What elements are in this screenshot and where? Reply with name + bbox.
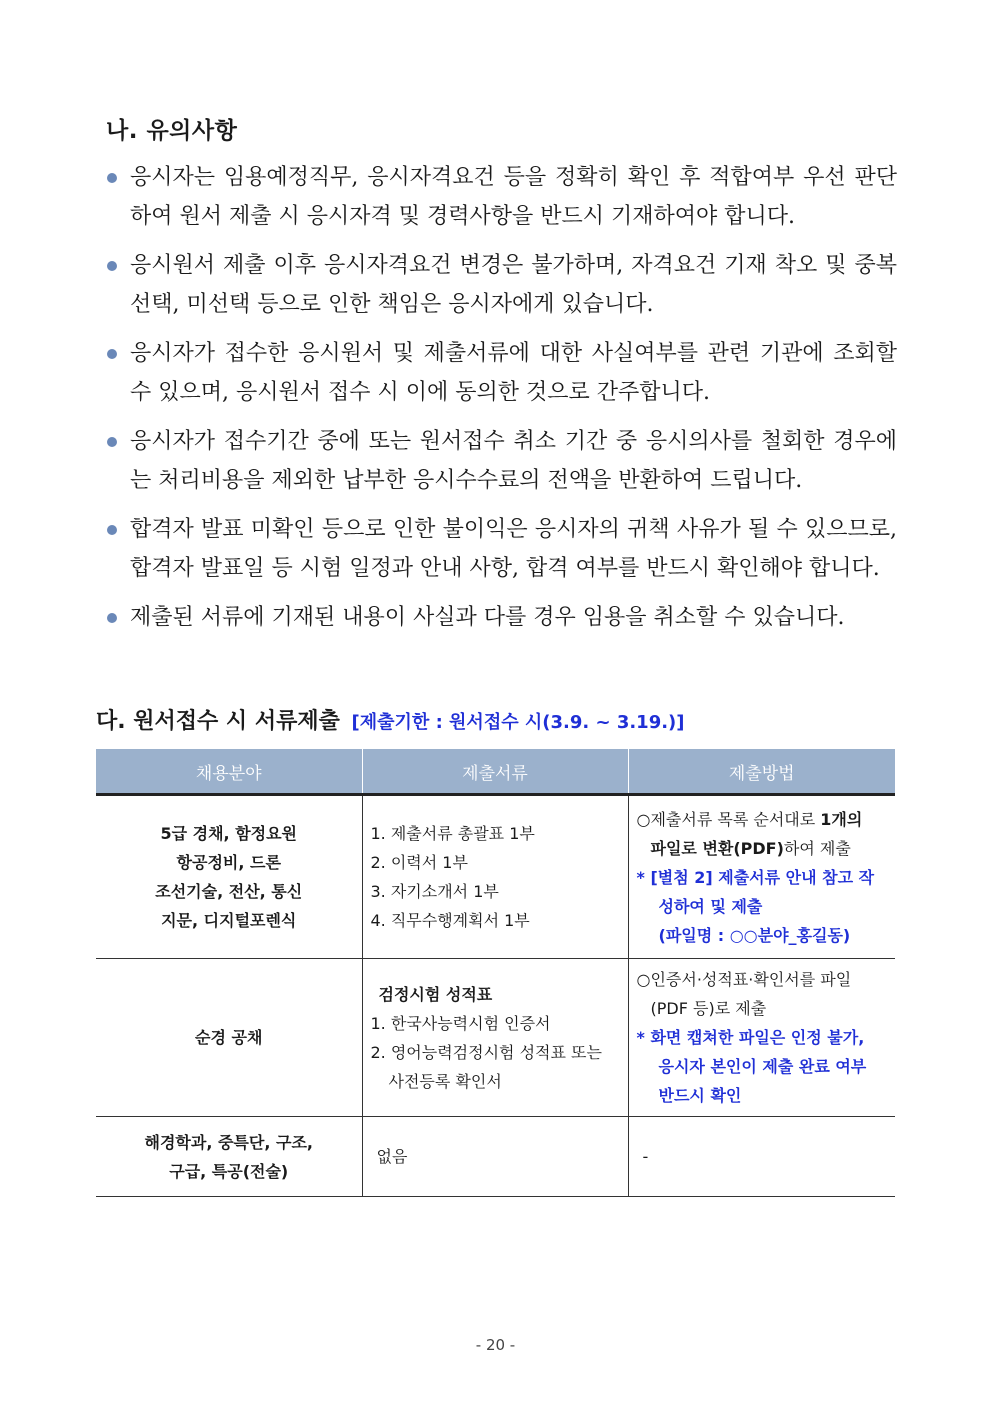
table-header-row [96,749,895,795]
caution-item [107,510,897,588]
documents-table [96,749,895,1197]
caution-item [107,158,897,236]
caution-item [107,334,897,412]
method-note: * [별첨 2] 제출서류 안내 참고 작 [636,867,875,887]
category-cell [96,1117,362,1197]
document-item: 1. 제출서류 총괄표 1부 [370,824,535,843]
bullet-dot-icon [107,525,117,535]
header-field: 채용분야 [96,749,362,795]
caution-item [107,422,897,500]
table-row [96,959,895,1117]
caution-text: 제출된 서류에 기재된 내용이 사실과 다를 경우 임용을 취소할 수 있습니다. [130,605,845,630]
method-text-bold: 1개의 [820,809,863,829]
document-item: 2. 영어능력검정시험 성적표 또는 [370,1042,602,1062]
bullet-dot-icon [107,261,117,271]
caution-item [107,246,897,324]
header-method: 제출방법 [628,749,895,795]
method-main [637,805,890,834]
method-text: ○인증서·성적표·확인서를 파일 [636,970,852,989]
bullet-dot-icon [107,437,117,447]
method-text-bold: 파일로 변환(PDF) [650,838,784,858]
bullet-dot-icon [107,613,117,623]
method-note: * 화면 캡쳐한 파일은 인정 불가, [636,1028,865,1047]
caution-text: 응시자가 접수기간 중에 또는 원서접수 취소 기간 중 응시의사를 철회한 경우에는 처리비용을 제외한 납부한 응시수수료의 전액을 반환하여 드립니다. [130,429,897,493]
method-note: (파일명 : ○○분야_홍길동) [658,925,851,945]
section-heading-documents [96,704,685,735]
table-row [96,795,895,959]
bullet-dot-icon [107,173,117,183]
category-cell [96,795,362,959]
category-line: 조선기술, 전산, 통신 [155,882,303,901]
header-documents: 제출서류 [362,749,628,795]
documents-cell: 없음 [362,1117,628,1197]
category-line: 순경 공채 [195,1028,263,1047]
caution-text: 합격자 발표 미확인 등으로 인한 불이익은 응시자의 귀책 사유가 될 수 있으므로, 합격자 발표일 등 시험 일정과 안내 사항, 합격 여부를 반드시 확인해야 합니다. [130,517,898,581]
method-text: (PDF 등)로 제출 [650,999,767,1018]
method-cell [628,795,895,959]
document-item: 1. 한국사능력시험 인증서 [370,1013,551,1033]
deadline-note: [제출기한 : 원서접수 시(3.9. ~ 3.19.)] [351,712,685,733]
method-main [637,834,890,863]
section-heading-cautions: 나. 유의사항 [106,118,238,144]
method-note: 성하여 및 제출 [658,896,763,916]
document-item: 3. 자기소개서 1부 [370,882,499,901]
page-number: - 20 - [475,1336,516,1354]
category-line: 구급, 특공(전술) [169,1161,289,1181]
caution-text: 응시원서 제출 이후 응시자격요건 변경은 불가하며, 자격요건 기재 착오 및 중복선택, 미선택 등으로 인한 책임은 응시자에게 있습니다. [130,253,897,317]
cautions-list [107,158,897,647]
document-item: 사전등록 확인서 [388,1071,502,1091]
method-cell [628,959,895,1117]
method-text: ○제출서류 목록 순서대로 [636,809,821,829]
caution-item [107,598,897,637]
table-row [96,1117,895,1197]
category-line: 5급 경채, 함정요원 [160,824,298,843]
documents-cell [362,795,628,959]
method-text: 하여 제출 [783,838,851,858]
category-line: 지문, 디지털포렌식 [161,911,297,930]
method-note: 응시자 본인이 제출 완료 여부 [658,1057,867,1076]
documents-cell [362,959,628,1117]
method-note: 반드시 확인 [658,1086,742,1105]
category-line: 항공정비, 드론 [176,853,281,872]
caution-text: 응시자가 접수한 응시원서 및 제출서류에 대한 사실여부를 관련 기관에 조회할 수 있으며, 응시원서 접수 시 이에 동의한 것으로 간주합니다. [130,341,897,405]
document-item: 4. 직무수행계획서 1부 [370,911,530,930]
method-cell: - [628,1117,895,1197]
category-line: 해경학과, 중특단, 구조, [144,1132,313,1152]
caution-text: 응시자는 임용예정직무, 응시자격요건 등을 정확히 확인 후 적합여부 우선 판단하여 원서 제출 시 응시자격 및 경력사항을 반드시 기재하여야 합니다. [130,165,897,229]
documents-title: 검정시험 성적표 [378,984,493,1004]
category-cell [96,959,362,1117]
bullet-dot-icon [107,349,117,359]
section-title: 다. 원서접수 시 서류제출 [96,709,340,734]
document-item: 2. 이력서 1부 [370,853,468,872]
